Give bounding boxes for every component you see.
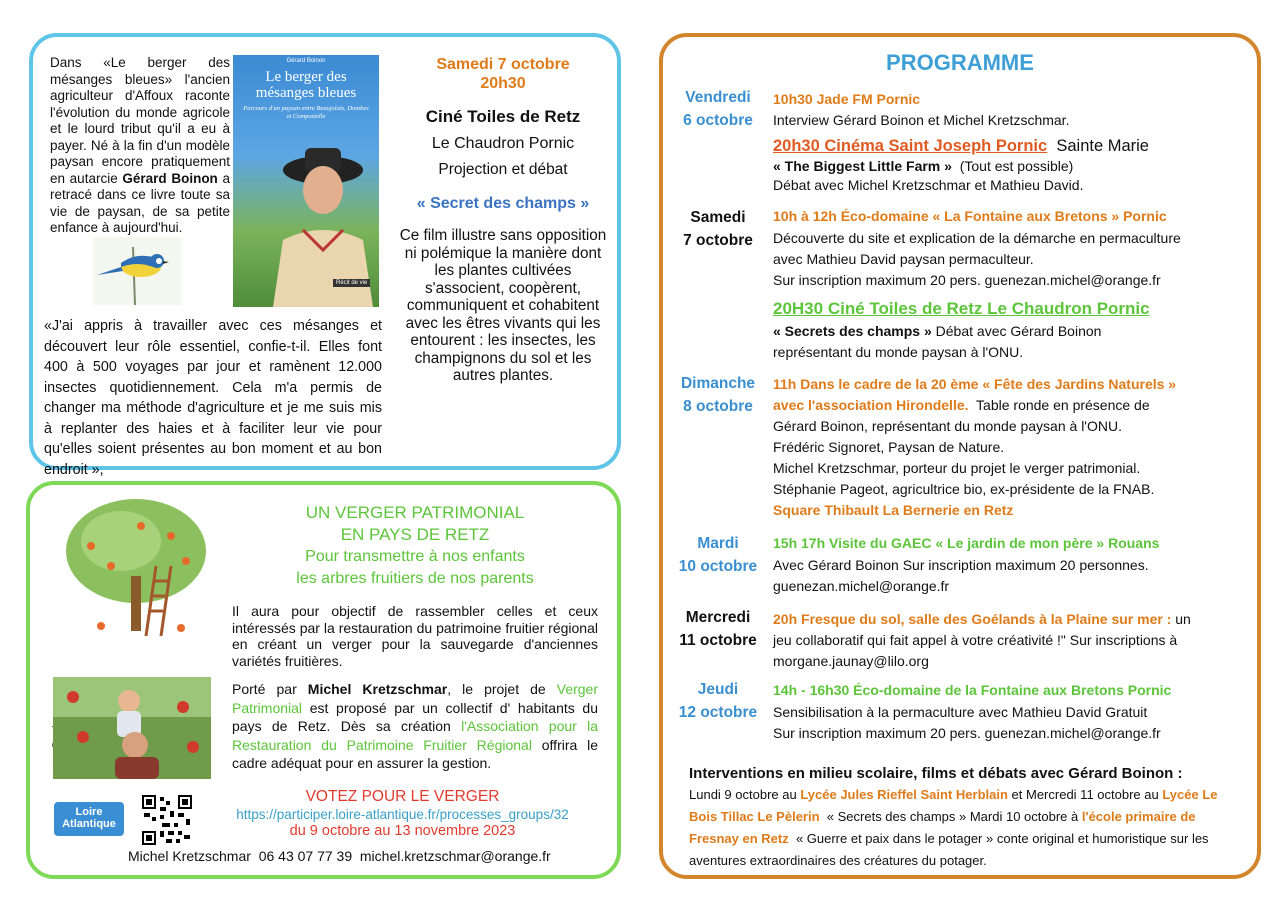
day-sunday: Dimanche 8 octobre	[680, 375, 756, 415]
friday-events: 10h30 Jade FM Pornic Interview Gérard Boinon et Michel Kretzschmar. 20h30 Cinéma Saint Joseph Pornic Sainte Marie « The Biggest Little Farm » (Tout est possible) Débat avec Michel Kretzschmar et Mathieu David.	[773, 91, 1149, 193]
book-title: Le berger des mésanges bleues	[255, 69, 357, 101]
event-place: Le Chaudron Pornic	[431, 135, 575, 152]
saturday-events: 10h à 12h Éco-domaine « La Fontaine aux Bretons » Pornic Découverte du site et explication de la démarche en permaculture avec Mathieu David paysan permaculteur. Sur inscription maximum 20 pers. guenezan.michel@orange.fr 20H30 Ciné Toiles de Retz Le Chaudron Pornic « Secrets des champs » Débat avec Gérard Boinon représentant du monde paysan à l'ONU.	[773, 208, 1181, 360]
film-description: Ce film illustre sans opposition ni polémique la manière dont les plantes cultivées s'associent, coopèrent, communiquent et cohabitent avec les êtres vivants qui les entourent : les insectes, les champignons du sol et les autres plantes.	[399, 227, 607, 384]
day-wednesday: Mercredi 11 octobre	[679, 609, 757, 649]
film-title: « Secret des champs »	[416, 195, 590, 212]
event-time: 20h30	[480, 75, 526, 92]
orchard-panel	[26, 481, 621, 879]
contact-line: Michel Kretzschmar 06 43 07 77 39 michel.kretzschmar@orange.fr	[128, 848, 551, 864]
school-title: Interventions en milieu scolaire, films et débats avec Gérard Boinon :	[689, 765, 1183, 782]
programme-panel	[659, 33, 1261, 879]
orchard-subtitle-1: Pour transmettre à nos enfants	[305, 548, 525, 565]
programme-title: PROGRAMME	[886, 50, 1034, 75]
event-venue: Ciné Toiles de Retz	[425, 107, 581, 126]
day-thursday: Jeudi 12 octobre	[678, 681, 758, 721]
qr-code-icon[interactable]	[142, 795, 192, 845]
loire-atlantique-logo: Loire Atlantique	[54, 802, 124, 836]
day-tuesday: Mardi 10 octobre	[678, 535, 758, 575]
day-friday: Vendredi 6 octobre	[683, 89, 753, 129]
vote-heading: VOTEZ POUR LE VERGER	[305, 788, 500, 805]
apple-tree-illustration	[61, 496, 211, 636]
orchard-title-1: UN VERGER PATRIMONIAL	[305, 503, 525, 522]
event-kind: Projection et débat	[438, 161, 568, 178]
verger-link[interactable]: Verger Patrimonial	[232, 681, 598, 716]
vote-url[interactable]: https://participer.loire-atlantique.fr/processes_groups/32	[236, 807, 569, 822]
orchard-paragraph-2: Porté par Michel Kretzschmar, le projet de Verger Patrimonial est proposé par un collectif d' habitants du pays de Retz. Dès sa création l'Association pour la Restauration du Patrimoine Fruitier Régional offrira le cadre adéquat pour en assurer la gestion.	[232, 681, 599, 771]
orchard-paragraph-1: Il aura pour objectif de rassembler celles et ceux intéressés par la restauration du patrimoine fruitier régional en créant un verger pour la sauvegarde d'anciennes variétés fruitières.	[232, 603, 598, 669]
wednesday-events: 20h Fresque du sol, salle des Goélands à la Plaine sur mer : un jeu collaboratif qui fait appel à votre créativité !" Sur inscriptions à morgane.jaunay@lilo.org	[773, 611, 1191, 669]
orchard-title-2: EN PAYS DE RETZ	[340, 525, 490, 544]
blue-tit-icon	[93, 237, 181, 305]
book-cover: Gérard Boinon Le berger des mésanges bleues Parcours d'un paysan entre Beaujolais, Dombes et Compostelle Récit de vie	[233, 55, 379, 307]
orchard-subtitle-2: les arbres fruitiers de nos parents	[296, 570, 534, 587]
book-panel	[29, 33, 621, 478]
event-date: Samedi 7 octobre	[436, 56, 570, 73]
day-saturday: Samedi 7 octobre	[683, 209, 753, 249]
vote-dates: du 9 octobre au 13 novembre 2023	[289, 823, 516, 839]
sunday-events: 11h Dans le cadre de la 20 ème « Fête des Jardins Naturels » avec l'association Hirondelle. Table ronde en présence de Gérard Boinon, représentant du monde paysan à l'ONU. Frédéric Signoret, Paysan de Nature. Michel Kretzschmar, porteur du projet le verger patrimonial. Stéphanie Pageot, agricultrice bio, ex-présidente de la FNAB. Square Thibault La Bernerie en Retz	[773, 376, 1177, 518]
grandfather-child-photo	[53, 677, 211, 779]
book-intro: Dans «Le berger des mésanges bleues» l'ancien agriculteur d'Affoux raconte l'évolution du monde agricole et le lourd tribut qu'il a eu à payer. Né à la fin d'un modèle paysan encore pratiquement en autarcie Gérard Boinon a retracé dans ce livre toute sa vie de paysan, de sa petite enfance à aujourd'hui.	[50, 55, 230, 235]
farmer-quote: «J'ai appris à travailler avec ces mésanges et découvert leur rôle essentiel, confie-t-il. Elles font 400 à 500 voyages par jour et ramènent 12.000 insectes quotidiennement. Cela m'a permis de changer ma méthode d'agriculture et je me suis mis à replanter des haies et à faciliter leur vie pour qu'elles soient présentes au bon moment et au bon endroit »,	[44, 318, 382, 478]
tuesday-events: 15h 17h Visite du GAEC « Le jardin de mon père » Rouans Avec Gérard Boinon Sur inscription maximum 20 personnes. guenezan.michel@orange.fr	[773, 535, 1160, 594]
school-interventions: Interventions en milieu scolaire, films et débats avec Gérard Boinon : Lundi 9 octobre au Lycée Jules Rieffel Saint Herblain et Mercredi 11 octobre au Lycée Le Bois Tillac Le Pèlerin « Secrets des champs » Mardi 10 octobre à l'école primaire de Fresnay en Retz « Guerre et paix dans le potager » conte original et humoristique sur les aventures extraordinaires des créatures du potager.	[689, 764, 1244, 872]
thursday-events: 14h - 16h30 Éco-domaine de la Fontaine aux Bretons Pornic Sensibilisation à la permaculture avec Mathieu David Gratuit Sur inscription maximum 20 pers. guenezan.michel@orange.fr	[773, 682, 1172, 741]
